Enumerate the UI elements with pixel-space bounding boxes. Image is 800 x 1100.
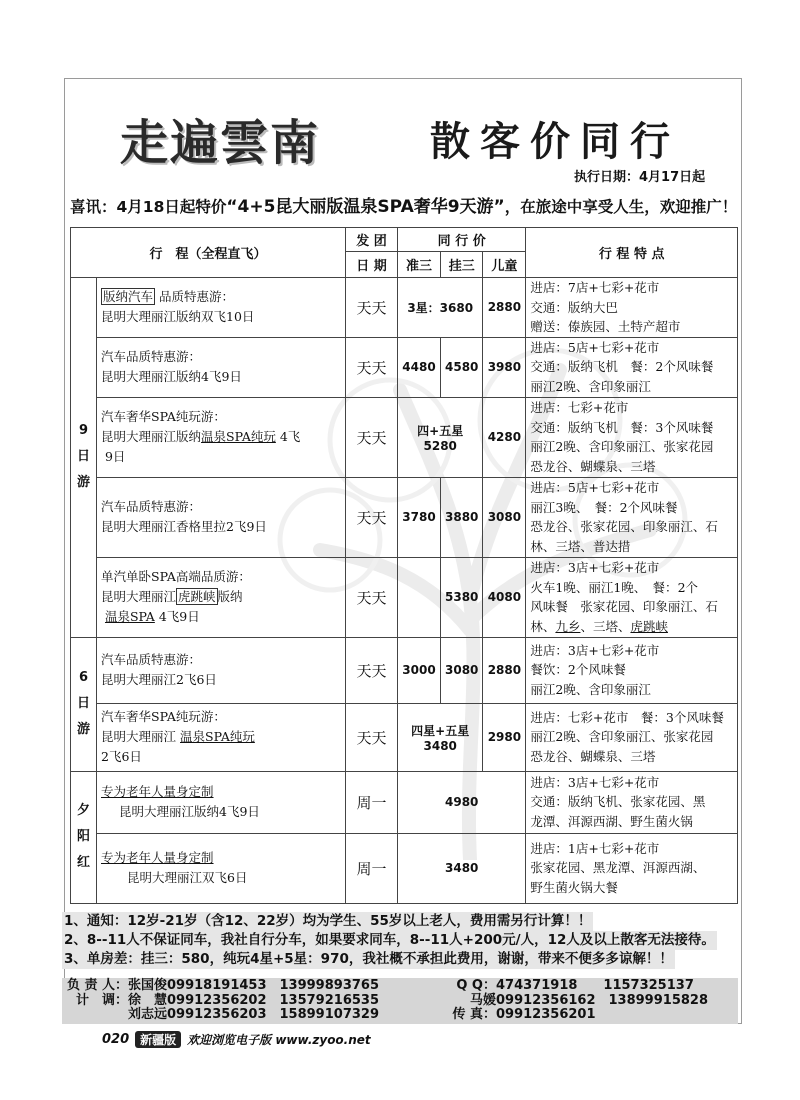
feature-cell: 进店：七彩+花市 交通：版纳飞机 餐：3个风味餐 丽江2晚、含印象丽江、张家花园 恐龙谷、蝴蝶泉、三塔 — [526, 397, 738, 477]
route-cell: 版纳汽车 品质特惠游： 昆明大理丽江版纳双飞10日 — [97, 278, 346, 338]
contact-label: Q Q： — [456, 978, 496, 993]
table-row — [71, 771, 738, 833]
news-prefix: 喜讯：4月18日起特价 — [70, 198, 227, 216]
price-child: 2880 — [483, 278, 526, 338]
note-2: 2、8--11人不保证同车，我社自行分车，如果要求同车，8--11人+200元/人，12人及以上散客无法接待。 — [64, 932, 715, 948]
contact-value: 刘志远09912356203 15899107329 — [128, 1007, 379, 1022]
depart-day: 天天 — [346, 477, 398, 557]
price-combined: 四+五星 5280 — [398, 397, 483, 477]
depart-day: 周一 — [346, 771, 398, 833]
depart-day: 天天 — [346, 397, 398, 477]
price-child: 2880 — [483, 637, 526, 703]
table-row — [71, 278, 738, 338]
contact-section — [62, 978, 738, 1024]
footer-text: 欢迎浏览电子版 www.zyoo.net — [187, 1033, 371, 1047]
category-6-day: 6 日 游 — [71, 637, 97, 771]
feature-cell: 进店：5店+七彩+花市 丽江3晚、 餐：2个风味餐 恐龙谷、张家花园、印象丽江、石 林、三塔、普达措 — [526, 477, 738, 557]
table-row — [71, 833, 738, 903]
contact-value: 09912356162 13899915828 — [496, 992, 708, 1008]
feature-cell: 进店：1店+七彩+花市 张家花园、黑龙潭、洱源西湖、 野生菌火锅大餐 — [526, 833, 738, 903]
price-header: 同 行 价 — [398, 228, 526, 252]
table-row — [71, 397, 738, 477]
edition-badge: 新疆版 — [135, 1031, 181, 1048]
note-3: 3、单房差：挂三：580，纯玩4星+5星：970，我社概不承担此费用，谢谢，带来不便多多谅解！！ — [64, 951, 673, 967]
table-header-row — [71, 228, 738, 252]
contact-label: 马媛 — [469, 992, 496, 1008]
contact-value: 张国俊09918191453 13999893765 — [128, 978, 379, 993]
price-quasi-3: 3780 — [398, 477, 441, 557]
route-cell: 汽车品质特惠游： 昆明大理丽江香格里拉2飞9日 — [97, 477, 346, 557]
price-combined: 3星：3680 — [398, 278, 483, 338]
page-number: 020 — [102, 1032, 130, 1047]
route-cell: 汽车奢华SPA纯玩游： 昆明大理丽江 温泉SPA纯玩 2飞6日 — [97, 703, 346, 771]
price-all: 3480 — [398, 833, 526, 903]
price-combined: 四星+五星 3480 — [398, 703, 483, 771]
news-banner — [70, 192, 750, 217]
depart-day: 周一 — [346, 833, 398, 903]
depart-day: 天天 — [346, 337, 398, 397]
category-sunset: 夕 阳 红 — [71, 771, 97, 903]
contact-label: 传 真： — [452, 1007, 496, 1022]
brand-logo: 走遍雲南 — [120, 115, 321, 171]
price-col-3: 儿童 — [483, 252, 526, 278]
feature-header: 行 程 特 点 — [526, 228, 738, 278]
depart-day: 天天 — [346, 637, 398, 703]
category-9-day: 9 日 游 — [71, 278, 97, 638]
price-child: 3980 — [483, 337, 526, 397]
price-table — [70, 227, 738, 904]
price-quasi-3 — [398, 557, 441, 637]
price-all: 4980 — [398, 771, 526, 833]
feature-cell: 进店：七彩+花市 餐：3个风味餐 丽江2晚、含印象丽江、张家花园 恐龙谷、蝴蝶泉、三塔 — [526, 703, 738, 771]
table-row — [71, 477, 738, 557]
contact-value: 09912356201 — [496, 1007, 596, 1022]
price-quasi-3: 4480 — [398, 337, 441, 397]
price-rated-3: 3880 — [441, 477, 483, 557]
table-row — [71, 637, 738, 703]
price-quasi-3: 3000 — [398, 637, 441, 703]
contact-value: 474371918 1157325137 — [496, 978, 694, 993]
exec-date: 执行日期：4月17日起 — [574, 170, 706, 185]
price-col-2: 挂三 — [441, 252, 483, 278]
feature-cell: 进店：3店+七彩+花市 餐饮：2个风味餐 丽江2晚、含印象丽江 — [526, 637, 738, 703]
contact-label: 计 调： — [75, 992, 128, 1008]
route-cell: 汽车品质特惠游： 昆明大理丽江2飞6日 — [97, 637, 346, 703]
news-suffix: ，在旅途中享受人生，欢迎推广！ — [504, 198, 738, 216]
route-cell: 专为老年人量身定制 昆明大理丽江双飞6日 — [97, 833, 346, 903]
page-subtitle: 散客价同行 — [430, 119, 680, 165]
price-child: 3080 — [483, 477, 526, 557]
price-col-1: 准三 — [398, 252, 441, 278]
footer — [102, 1031, 371, 1048]
depart-day: 天天 — [346, 557, 398, 637]
depart-day: 天天 — [346, 703, 398, 771]
price-child: 2980 — [483, 703, 526, 771]
price-child: 4280 — [483, 397, 526, 477]
feature-cell: 进店：3店+七彩+花市 火车1晚、丽江1晚、 餐：2个 风味餐 张家花园、印象丽江、石 林、九乡、三塔、虎跳峡 — [526, 557, 738, 637]
route-cell: 单汽单卧SPA高端品质游： 昆明大理丽江 虎跳峡 版纳 温泉SPA 4飞9日 — [97, 557, 346, 637]
route-header: 行 程（全程直飞） — [71, 228, 346, 278]
feature-cell: 进店：5店+七彩+花市 交通：版纳飞机 餐：2个风味餐 丽江2晚、含印象丽江 — [526, 337, 738, 397]
depart-day: 天天 — [346, 278, 398, 338]
feature-cell: 进店：3店+七彩+花市 交通：版纳飞机、张家花园、黑 龙潭、洱源西湖、野生菌火锅 — [526, 771, 738, 833]
table-row — [71, 557, 738, 637]
route-cell: 汽车品质特惠游： 昆明大理丽江版纳4飞9日 — [97, 337, 346, 397]
depart-header-2: 日 期 — [346, 252, 398, 278]
table-row — [71, 703, 738, 771]
route-cell: 汽车奢华SPA纯玩游： 昆明大理丽江版纳温泉SPA纯玩 4飞 9日 — [97, 397, 346, 477]
note-1: 1、通知：12岁-21岁（含12、22岁）均为学生、55岁以上老人，费用需另行计算！！ — [64, 913, 592, 929]
price-rated-3: 3080 — [441, 637, 483, 703]
contact-label: 负 责 人： — [66, 978, 128, 993]
price-rated-3: 4580 — [441, 337, 483, 397]
price-child: 4080 — [483, 557, 526, 637]
table-row — [71, 337, 738, 397]
feature-cell: 进店：7店+七彩+花市 交通：版纳大巴 赠送：傣族园、土特产超市 — [526, 278, 738, 338]
route-cell: 专为老年人量身定制 昆明大理丽江版纳4飞9日 — [97, 771, 346, 833]
contact-value: 徐 慧09912356202 13579216535 — [128, 992, 379, 1008]
notes-section — [62, 912, 752, 969]
price-rated-3: 5380 — [441, 557, 483, 637]
depart-header-1: 发 团 — [346, 228, 398, 252]
news-highlight: “4+5昆大丽版温泉SPA奢华9天游” — [226, 197, 505, 217]
